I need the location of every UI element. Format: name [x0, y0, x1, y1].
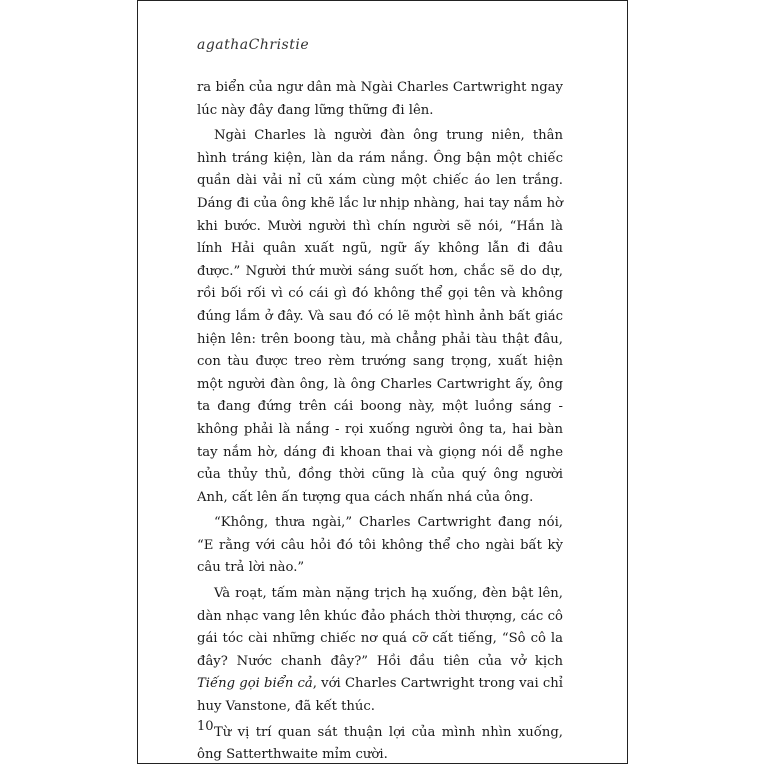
page-number: 10 — [197, 719, 214, 734]
author-signature: agathaChristie — [197, 37, 310, 53]
book-page — [137, 0, 628, 764]
paragraph-1: ra biển của ngư dân mà Ngài Charles Cartwright ngay lúc này đây đang lững thững đi lên. — [197, 80, 563, 118]
paragraph-4-after: , với Charles Cartwright trong vai chỉ huy Vanstone, đã kết thúc. — [197, 676, 563, 715]
paragraph-2: Ngài Charles là người đàn ông trung niên, thân hình tráng kiện, làn da rám nắng. Ông bận một chiếc quần dài vải nỉ cũ xám cùng một chiếc áo len trắng. Dáng đi của ông khẽ lắc lư nhịp nhàng, hai tay nắm hờ khi bước. Mười người thì chín người sẽ nói, “Hắn là lính Hải quân xuất ngũ, ngữ ấy không lẫn đi đâu được.” Người thứ mười sáng suốt hơn, chắc sẽ do dự, rồi bối rối vì có cái gì đó không thể gọi tên và không đúng lắm ở đây. Và sau đó có lẽ một hình ảnh bất giác hiện lên: trên boong tàu, mà chẳng phải tàu thật đâu, con tàu được treo rèm trướng sang trọng, xuất hiện một người đàn ông, là ông Charles Cartwright ấy, ông ta đang đứng trên cái boong này, một luồng sáng - không phải là nắng - rọi xuống người ông ta, hai bàn tay nắm hờ, dáng đi khoan thai và giọng nói dễ nghe của thủy thủ, đồng thời cũng là của quý ông người Anh, cất lên ấn tượng qua cách nhấn nhá của ông. — [197, 128, 563, 505]
paragraph-5: Từ vị trí quan sát thuận lợi của mình nhìn xuống, ông Satterthwaite mỉm cười. — [197, 724, 563, 763]
play-title: Tiếng gọi biển cả — [197, 676, 313, 692]
paragraph-4 — [197, 583, 563, 719]
paragraph-4-before: Và roạt, tấm màn nặng trịch hạ xuống, đèn bật lên, dàn nhạc vang lên khúc đảo phách thời thượng, các cô gái tóc cài những chiếc nơ quá cỡ cất tiếng, “Sô cô la đây? Nước chanh đây?” Hồi đầu tiên của vở kịch — [197, 586, 563, 669]
body-text — [197, 77, 563, 767]
paragraph-3: “Không, thưa ngài,” Charles Cartwright đang nói, “E rằng với câu hỏi đó tôi không thể cho ngài bất kỳ câu trả lời nào.” — [197, 515, 563, 576]
